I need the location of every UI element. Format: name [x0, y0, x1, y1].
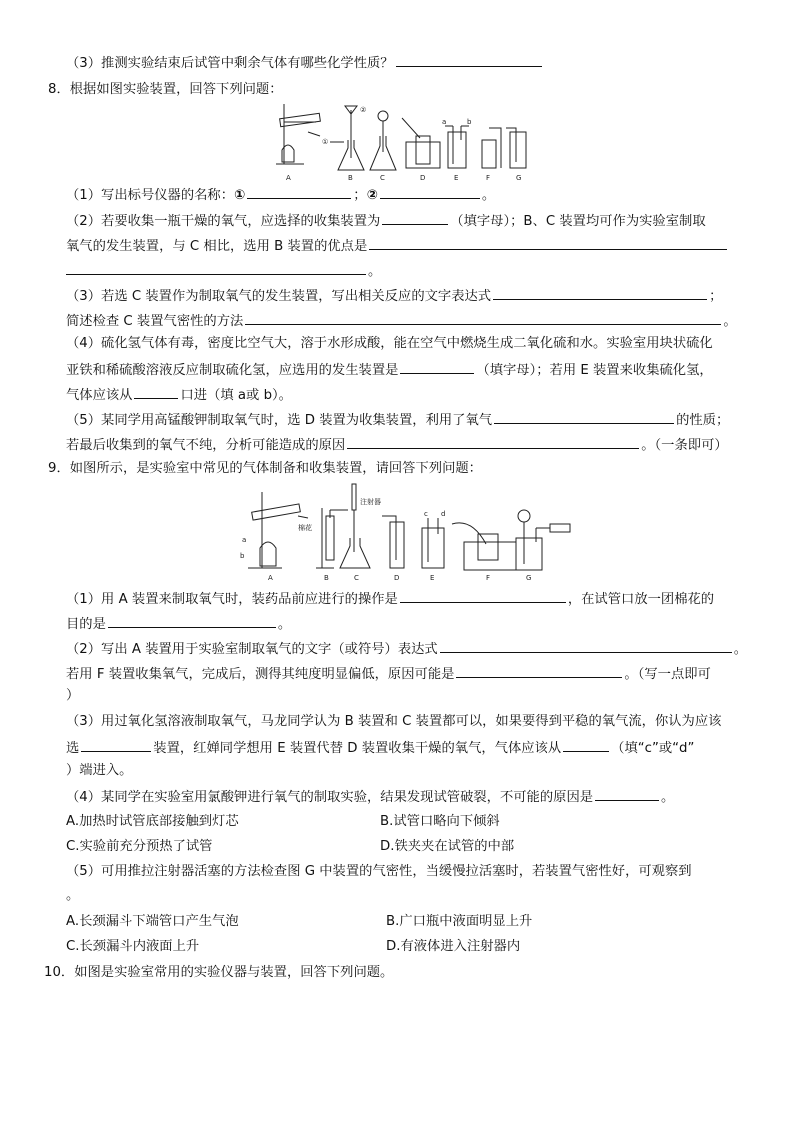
q8-part4-line1: （4）硫化氢气体有毒，密度比空气大，溶于水形成酸，能在空气中燃烧生成二氧化硫和水。实验室用块状硫化 [66, 336, 713, 351]
q8-blank-2[interactable] [380, 184, 480, 199]
q8-blank-advantage-cont[interactable] [66, 260, 366, 275]
q8-part3-line2: 简述检查 C 装置气密性的方法 。 [66, 310, 737, 332]
q8-fig-label-C: C [380, 174, 385, 182]
q8-blank-generator[interactable] [400, 359, 474, 374]
q9-part5-option-C: C.长颈漏斗内液面上升 [66, 939, 200, 954]
q8-part4-line2: 亚铁和稀硫酸溶液反应制取硫化氢，应选用的发生装置是 （填字母）；若用 E 装置来收集硫化氢， [66, 359, 713, 381]
q9-title: 9．如图所示，是实验室中常见的气体制备和收集装置，请回答下列问题： [48, 461, 482, 476]
q8-fig-label-F: F [486, 174, 491, 182]
q9-apparatus-figure [238, 482, 574, 582]
q9-blank-operation[interactable] [400, 588, 566, 603]
q8-fig-label-A: A [286, 174, 291, 182]
q9-blank-impurity-reason[interactable] [456, 663, 622, 678]
q9-part3-line1: （3）用过氧化氢溶液制取氧气，马龙同学认为 B 装置和 C 装置都可以，如果要得到平稳的氧气流，你认为应该 [66, 714, 722, 729]
q8-fig-label-B: B [348, 174, 353, 182]
q9-blank-equation[interactable] [440, 638, 732, 653]
q8-fig-label-G: G [516, 174, 522, 182]
q9-part4: （4）某同学在实验室用氯酸钾进行氧气的制取实验，结果发现试管破裂，不可能的原因是 。 [66, 786, 674, 808]
q8-part2-line1: （2）若要收集一瓶干燥的氧气，应选择的收集装置为 （填字母）；B、C 装置均可作为实验室制取 [66, 210, 706, 232]
q9-part4-option-D: D.铁夹夹在试管的中部 [380, 839, 515, 854]
q9-part1-line2: 目的是 。 [66, 613, 291, 635]
q8-part1: （1）写出标号仪器的名称：① ；② 。 [66, 184, 495, 206]
q8-blank-property[interactable] [494, 409, 674, 424]
q8-part3-line1: （3）若选 C 装置作为制取氧气的发生装置，写出相关反应的文字表达式 ； [66, 285, 722, 307]
q9-fig-mark-b: b [240, 552, 245, 560]
q9-fig-cotton-label: 棉花 [298, 524, 312, 532]
q9-part3-line2: 选 装置，红婵同学想用 E 装置代替 D 装置收集干燥的氧气，气体应该从 （填“c”或“d” [66, 737, 694, 759]
q8-blank-collect[interactable] [382, 210, 448, 225]
q9-part5-option-D: D.有液体进入注射器内 [386, 939, 521, 954]
q8-blank-airtight[interactable] [245, 310, 721, 325]
q9-fig-label-F: F [486, 574, 491, 582]
q9-blank-purpose[interactable] [108, 613, 276, 628]
q9-fig-mark-d: d [441, 510, 446, 518]
q8-fig-mark-a: a [442, 118, 447, 126]
q8-part2-line3: 。 [66, 260, 381, 282]
q9-blank-cause[interactable] [595, 786, 659, 801]
q9-fig-label-C: C [354, 574, 359, 582]
q8-blank-inlet[interactable] [134, 384, 178, 399]
q8-fig-mark-2: ② [360, 106, 367, 114]
q9-fig-label-D: D [394, 574, 400, 582]
q8-fig-mark-b: b [467, 118, 472, 126]
q7-answer-blank[interactable] [396, 52, 542, 67]
q8-part2-line2: 氧气的发生装置，与 C 相比，选用 B 装置的优点是 [66, 235, 729, 257]
q9-part2-line1: （2）写出 A 装置用于实验室制取氧气的文字（或符号）表达式 。 [66, 638, 747, 660]
q8-title: 8．根据如图实验装置，回答下列问题： [48, 82, 283, 97]
q7-part3: （3）推测实验结束后试管中剩余气体有哪些化学性质？ [66, 52, 544, 74]
q9-fig-label-E: E [430, 574, 435, 582]
q9-part5-option-A: A.长颈漏斗下端管口产生气泡 [66, 914, 239, 929]
q8-part4-line3: 气体应该从 口进（填 a或 b）。 [66, 384, 292, 406]
q9-fig-mark-a: a [242, 536, 247, 544]
q8-apparatus-figure [270, 102, 532, 182]
q9-part5-option-B: B.广口瓶中液面明显上升 [386, 914, 533, 929]
q9-blank-device[interactable] [81, 737, 151, 752]
q9-part2-line3: ） [66, 688, 80, 703]
q9-fig-label-G: G [526, 574, 532, 582]
q8-part5-line1: （5）某同学用高锰酸钾制取氧气时，选 D 装置为收集装置，利用了氧气 的性质； [66, 409, 729, 431]
q9-part2-line2: 若用 F 装置收集氧气，完成后，测得其纯度明显偏低，原因可能是 。（写一点即可 [66, 663, 711, 685]
q9-fig-syringe-label: 注射器 [360, 498, 381, 506]
q9-part4-option-B: B.试管口略向下倾斜 [380, 814, 500, 829]
q9-fig-label-B: B [324, 574, 329, 582]
q9-part5-end: 。 [66, 888, 80, 903]
q8-blank-advantage[interactable] [369, 235, 727, 250]
q9-part4-option-C: C.实验前充分预热了试管 [66, 839, 213, 854]
q9-fig-label-A: A [268, 574, 273, 582]
q8-part5-line2: 若最后收集到的氧气不纯，分析可能造成的原因 。（一条即可） [66, 434, 728, 456]
q8-blank-reason[interactable] [347, 434, 639, 449]
q8-blank-1[interactable] [247, 184, 351, 199]
q8-fig-label-E: E [454, 174, 459, 182]
q9-blank-port[interactable] [563, 737, 609, 752]
q9-fig-mark-c: c [424, 510, 428, 518]
q10-title: 10．如图是实验室常用的实验仪器与装置，回答下列问题。 [44, 965, 394, 980]
q9-part1-line1: （1）用 A 装置来制取氧气时，装药品前应进行的操作是 ，在试管口放一团棉花的 [66, 588, 714, 610]
q8-blank-equation[interactable] [493, 285, 707, 300]
q9-part4-option-A: A.加热时试管底部接触到灯芯 [66, 814, 239, 829]
q8-fig-mark-1: ① [322, 138, 329, 146]
q9-part5: （5）可用推拉注射器活塞的方法检查图 G 中装置的气密性，当缓慢拉活塞时，若装置气密性好，可观察到 [66, 864, 692, 879]
q8-fig-label-D: D [420, 174, 426, 182]
q9-part3-line3: ）端进入。 [66, 763, 133, 778]
